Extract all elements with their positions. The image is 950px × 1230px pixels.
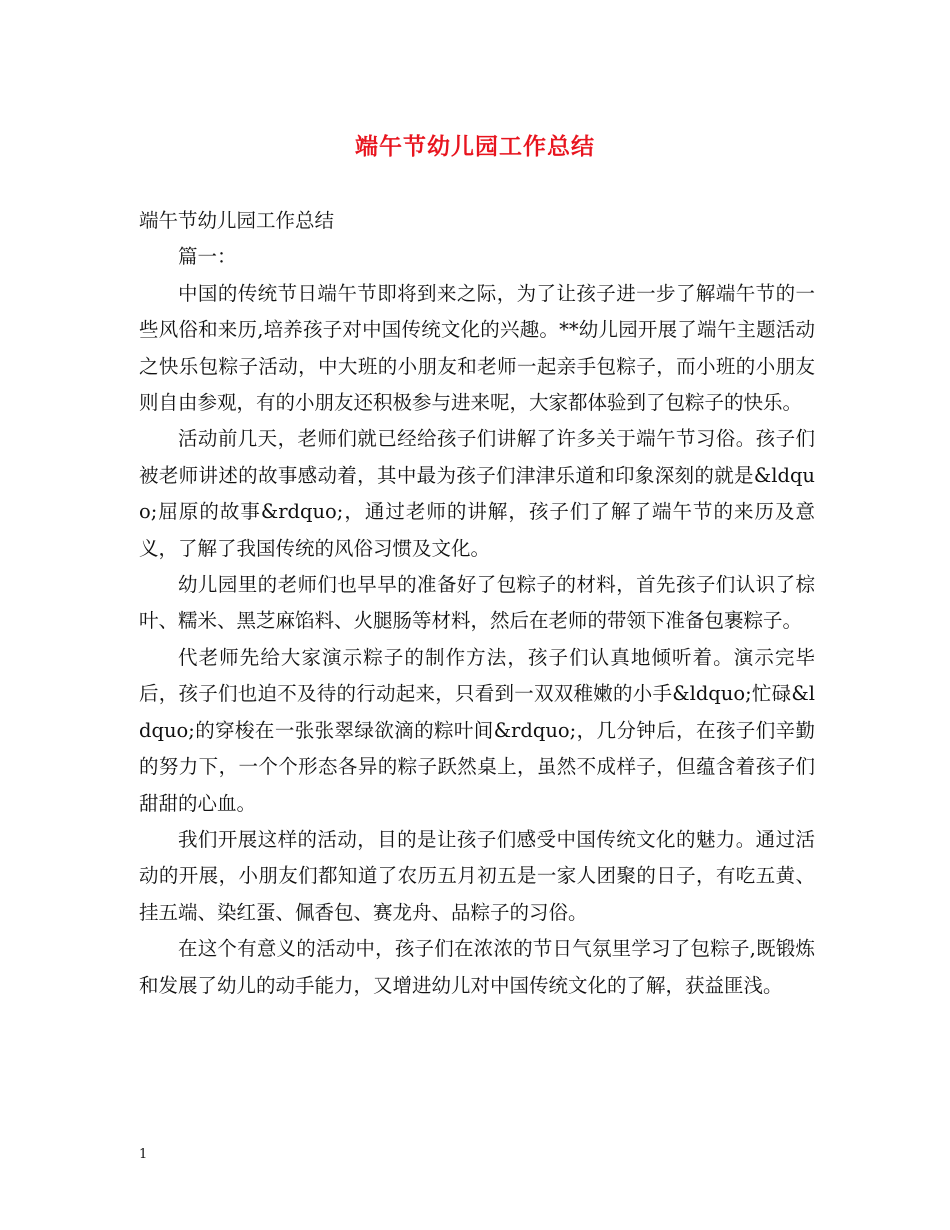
page-number: 1 — [139, 1147, 148, 1162]
paragraph-4: 代老师先给大家演示粽子的制作方法，孩子们认真地倾听着。演示完毕后，孩子们也迫不及待的行动起来，只看到一双双稚嫩的小手&ldquo;忙碌&ldquo;的穿梭在一张张翠绿欲滴的粽叶间&rdquo;，几分钟后，在孩子们辛勤的努力下，一个个形态各异的粽子跃然桌上，虽然不成样子，但蕴含着孩子们甜甜的心血。 — [139, 645, 815, 815]
document-subtitle: 端午节幼儿园工作总结 — [139, 209, 335, 232]
paragraph-2: 活动前几天，老师们就已经给孩子们讲解了许多关于端午节习俗。孩子们被老师讲述的故事感动着，其中最为孩子们津津乐道和印象深刻的就是&ldquo;屈原的故事&rdquo;，通过老师的讲解，孩子们了解了端午节的来历及意义，了解了我国传统的风俗习惯及文化。 — [139, 427, 815, 560]
document-body — [139, 203, 815, 1004]
paragraph-3: 幼儿园里的老师们也早早的准备好了包粽子的材料，首先孩子们认识了棕叶、糯米、黑芝麻馅料、火腿肠等材料，然后在老师的带领下准备包裹粽子。 — [139, 573, 815, 633]
paragraph-1: 中国的传统节日端午节即将到来之际，为了让孩子进一步了解端午节的一些风俗和来历,培养孩子对中国传统文化的兴趣。**幼儿园开展了端午主题活动之快乐包粽子活动，中大班的小朋友和老师一起亲手包粽子，而小班的小朋友则自由参观，有的小朋友还积极参与进来呢，大家都体验到了包粽子的快乐。 — [139, 281, 815, 415]
paragraph-6: 在这个有意义的活动中，孩子们在浓浓的节日气氛里学习了包粽子,既锻炼和发展了幼儿的动手能力，又增进幼儿对中国传统文化的了解，获益匪浅。 — [139, 937, 815, 997]
paragraph-5: 我们开展这样的活动，目的是让孩子们感受中国传统文化的魅力。通过活动的开展，小朋友们都知道了农历五月初五是一家人团聚的日子，有吃五黄、挂五端、染红蛋、佩香包、赛龙舟、品粽子的习俗。 — [139, 827, 815, 924]
section-label: 篇一： — [178, 245, 237, 269]
document-title: 端午节幼儿园工作总结 — [355, 134, 595, 160]
